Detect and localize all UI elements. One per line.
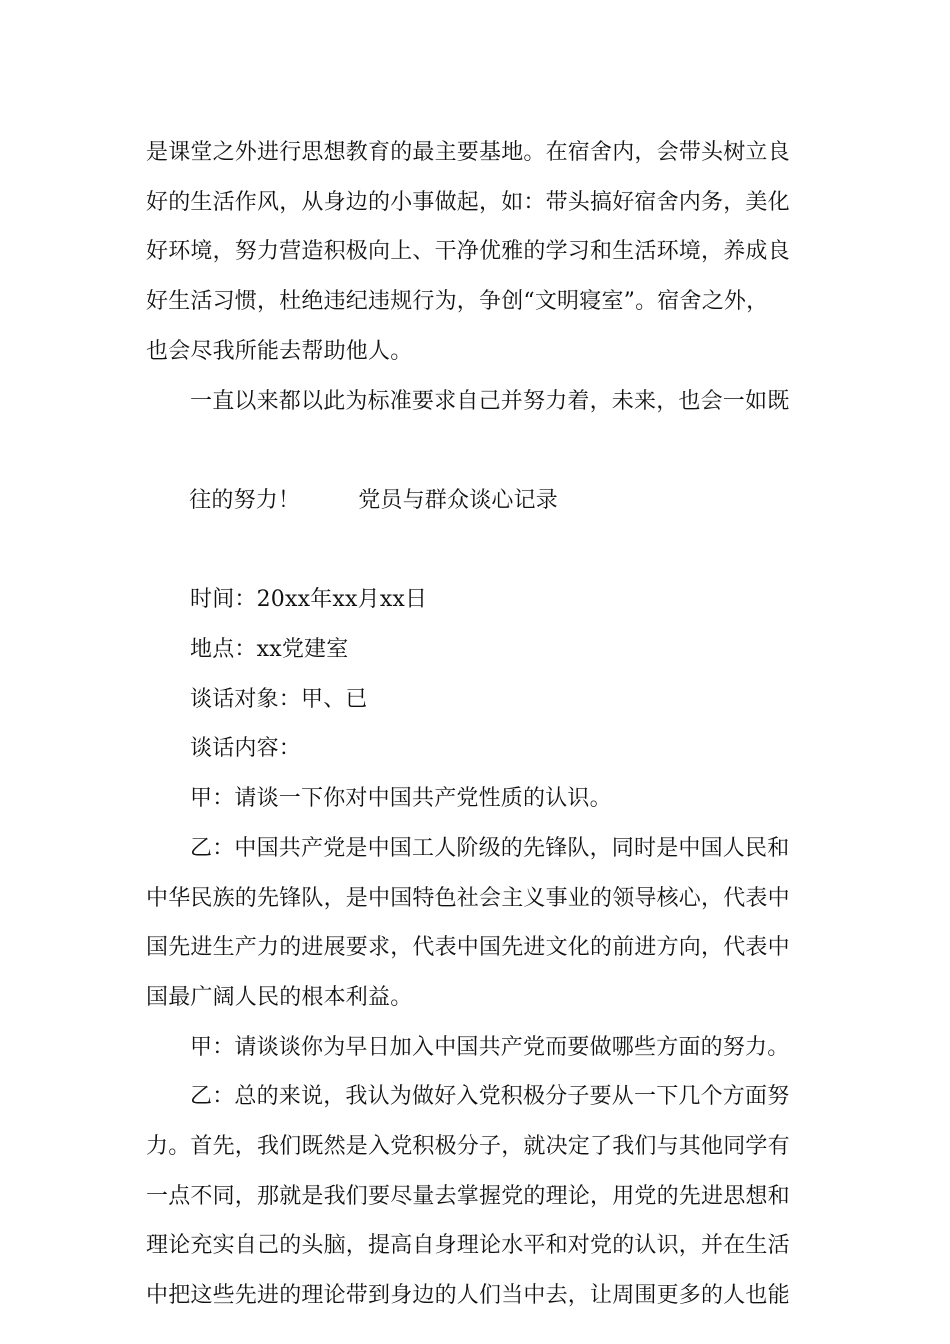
- record-title: 党员与群众谈心记录: [358, 487, 558, 513]
- text-line: 好的生活作风，从身边的小事做起，如：带头搞好宿舍内务，美化: [146, 189, 790, 215]
- meeting-location: 地点：xx党建室: [190, 637, 349, 663]
- text-line: 一直以来都以此为标准要求自己并努力着，未来，也会一如既: [190, 388, 790, 414]
- dialogue-question: 甲：请谈一下你对中国共产党性质的认识。: [190, 786, 612, 812]
- text-line: 好生活习惯，杜绝违纪违规行为，争创“文明寝室”。宿舍之外，: [146, 289, 769, 315]
- dialogue-answer-line: 国先进生产力的进展要求，代表中国先进文化的前进方向，代表中: [146, 935, 790, 961]
- meeting-participants: 谈话对象：甲、已: [190, 686, 368, 712]
- text-line-with-title: [146, 426, 811, 575]
- dialogue-answer-line: 国最广阔人民的根本利益。: [146, 984, 413, 1010]
- dialogue-answer-line: 力。首先，我们既然是入党积极分子，就决定了我们与其他同学有: [146, 1134, 790, 1160]
- dialogue-question: 甲：请谈谈你为早日加入中国共产党而要做哪些方面的努力。: [190, 1034, 790, 1060]
- meeting-time: 时间：20xx年xx月xx日: [190, 587, 428, 613]
- meeting-content-label: 谈话内容：: [190, 736, 302, 762]
- dialogue-answer-line: 中华民族的先锋队，是中国特色社会主义事业的领导核心，代表中: [146, 885, 790, 911]
- dialogue-answer-line: 中把这些先进的理论带到身边的人们当中去，让周围更多的人也能: [146, 1283, 790, 1309]
- dialogue-answer-line: 乙：总的来说，我认为做好入党积极分子要从一下几个方面努: [190, 1084, 790, 1110]
- text-line: 是课堂之外进行思想教育的最主要基地。在宿舍内，会带头树立良: [146, 140, 790, 165]
- document-body: [146, 128, 811, 1321]
- dialogue-answer-line: 一点不同，那就是我们要尽量去掌握党的理论，用党的先进思想和: [146, 1183, 790, 1209]
- text-line: 也会尽我所能去帮助他人。: [146, 338, 413, 364]
- dialogue-answer-line: 理论充实自己的头脑，提高自身理论水平和对党的认识，并在生活: [146, 1233, 790, 1259]
- paragraph-ending: 往的努力！: [189, 487, 301, 513]
- text-line: 好环境，努力营造积极向上、干净优雅的学习和生活环境，养成良: [146, 239, 790, 265]
- dialogue-answer-line: 乙：中国共产党是中国工人阶级的先锋队，同时是中国人民和: [190, 835, 790, 861]
